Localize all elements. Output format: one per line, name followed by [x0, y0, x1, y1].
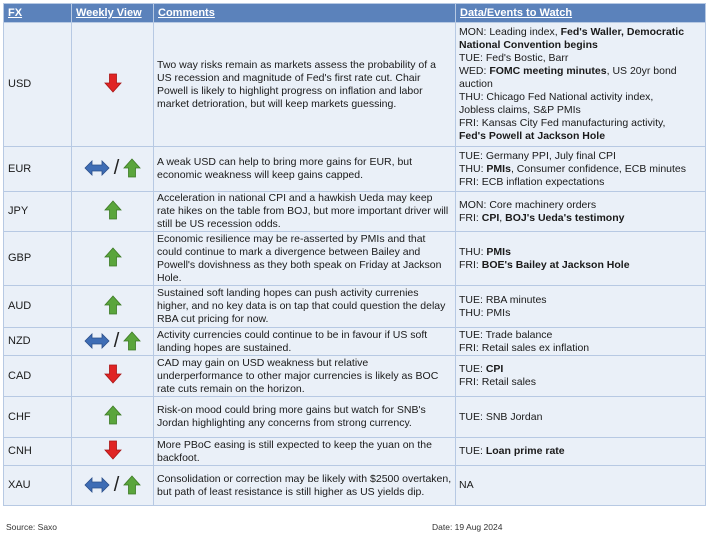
- weekly-view-cell: [72, 23, 154, 147]
- table-row-aud: [4, 286, 706, 328]
- table-row-jpy: [4, 192, 706, 232]
- table-row-xau: [4, 466, 706, 506]
- fx-weekly-table-container: [3, 3, 705, 506]
- event-line: [459, 376, 702, 389]
- event-text: Fed's Powell at Jackson Hole: [459, 130, 606, 142]
- event-text: CPI: [485, 363, 504, 375]
- event-text: THU: PMIs: [459, 306, 511, 319]
- event-line: [459, 104, 702, 117]
- events-cell: [456, 286, 706, 328]
- header-events: Data/Events to Watch: [456, 4, 706, 23]
- event-line: [459, 246, 702, 259]
- event-text: FRI: Kansas City Fed manufacturing activity,: [459, 117, 666, 129]
- arrow-sideways-up-icon: /: [84, 475, 142, 495]
- event-line: [459, 91, 702, 104]
- comment-cell: Sustained soft landing hopes can push activity currenies higher, and no key data is on tap that could question the delay RBA cut pricing for now.: [154, 286, 456, 328]
- table-row-nzd: [4, 328, 706, 356]
- event-line: [459, 259, 702, 272]
- event-text: , US 20yr bond: [606, 65, 677, 77]
- event-line: [459, 307, 702, 320]
- event-line: [459, 212, 702, 225]
- event-text: Fed's Waller, Democratic: [560, 26, 685, 38]
- event-text: National Convention begins: [459, 39, 598, 51]
- event-text: TUE: Trade balance: [459, 328, 553, 341]
- weekly-view-cell: [72, 286, 154, 328]
- weekly-view-cell: [72, 328, 154, 356]
- table-row-gbp: [4, 232, 706, 286]
- event-line: [459, 52, 702, 65]
- comment-cell: Activity currencies could continue to be in favour if US soft landing hopes are sustained.: [154, 328, 456, 356]
- event-text: THU:: [459, 162, 487, 175]
- event-line: [459, 150, 702, 163]
- header-comments: Comments: [154, 4, 456, 23]
- event-text: FRI: ECB inflation expectations: [459, 175, 605, 188]
- source-note: Source: Saxo: [6, 522, 58, 532]
- event-line: [459, 65, 702, 78]
- event-text: auction: [459, 78, 493, 90]
- event-line: [459, 479, 702, 492]
- fx-cell: XAU: [4, 466, 72, 506]
- event-text: FRI: Retail sales: [459, 376, 537, 388]
- event-line: [459, 363, 702, 376]
- weekly-view-cell: [72, 147, 154, 192]
- arrow-up-icon: [104, 295, 122, 315]
- fx-cell: NZD: [4, 328, 72, 356]
- weekly-view-cell: [72, 397, 154, 438]
- arrow-sideways-up-icon: /: [84, 158, 142, 178]
- fx-weekly-table: [3, 3, 706, 506]
- arrow-sideways-up-icon: /: [84, 331, 142, 351]
- arrow-up-icon: [104, 247, 122, 267]
- date-note: Date: 19 Aug 2024: [432, 522, 503, 532]
- table-header-row: [4, 4, 706, 23]
- event-text: Jobless claims, S&P PMIs: [459, 104, 581, 116]
- event-line: [459, 294, 702, 307]
- event-text: MON: Leading index,: [459, 26, 561, 38]
- fx-cell: JPY: [4, 192, 72, 232]
- event-line: [459, 199, 702, 212]
- comment-cell: CAD may gain on USD weakness but relative underperformance to other major currencies is likely as BOC rate cuts remain on the horizon.: [154, 356, 456, 397]
- event-line: [459, 78, 702, 91]
- event-text: THU: Chicago Fed National activity index,: [459, 91, 654, 103]
- event-text: TUE: SNB Jordan: [459, 410, 543, 423]
- arrow-down-icon: [104, 73, 122, 93]
- table-row-chf: [4, 397, 706, 438]
- fx-cell: EUR: [4, 147, 72, 192]
- events-cell: [456, 438, 706, 466]
- fx-cell: CHF: [4, 397, 72, 438]
- table-row-cad: [4, 356, 706, 397]
- event-text: TUE:: [459, 363, 486, 375]
- event-line: [459, 130, 702, 143]
- event-line: [459, 26, 702, 39]
- fx-cell: AUD: [4, 286, 72, 328]
- table-row-cnh: [4, 438, 706, 466]
- weekly-view-cell: [72, 232, 154, 286]
- comment-cell: Risk-on mood could bring more gains but watch for SNB's Jordan highlighting any concerns from strong currency.: [154, 397, 456, 438]
- event-line: [459, 117, 702, 130]
- events-cell: [456, 147, 706, 192]
- events-cell: [456, 232, 706, 286]
- fx-cell: CNH: [4, 438, 72, 466]
- event-text: TUE: Fed's Bostic, Barr: [459, 52, 569, 64]
- event-text: THU:: [459, 245, 487, 258]
- weekly-view-cell: [72, 356, 154, 397]
- event-line: [459, 445, 702, 458]
- weekly-view-cell: [72, 438, 154, 466]
- header-weekly-view: Weekly View: [72, 4, 154, 23]
- events-cell: [456, 23, 706, 147]
- fx-cell: USD: [4, 23, 72, 147]
- comment-cell: More PBoC easing is still expected to keep the yuan on the backfoot.: [154, 438, 456, 466]
- event-text: WED:: [459, 65, 490, 77]
- table-row-usd: [4, 23, 706, 147]
- event-text: NA: [459, 479, 474, 491]
- arrow-up-icon: [104, 405, 122, 425]
- event-line: [459, 329, 702, 342]
- event-text: FRI: Retail sales ex inflation: [459, 341, 590, 354]
- events-cell: [456, 466, 706, 506]
- comment-cell: Consolidation or correction may be likely with $2500 overtaken, but path of least resistance is still higher as US yields dip.: [154, 466, 456, 506]
- event-text: PMIs: [486, 245, 511, 258]
- arrow-down-icon: [104, 364, 122, 384]
- event-text: , Consumer confidence, ECB minutes: [510, 162, 687, 175]
- event-text: Loan prime rate: [485, 445, 565, 457]
- event-line: [459, 39, 702, 52]
- event-text: CPI: [481, 211, 500, 224]
- event-text: MON: Core machinery orders: [459, 198, 597, 211]
- event-text: PMIs: [486, 162, 511, 175]
- event-text: TUE:: [459, 445, 486, 457]
- events-cell: [456, 397, 706, 438]
- arrow-up-icon: [104, 200, 122, 220]
- event-line: [459, 411, 702, 424]
- event-text: TUE: RBA minutes: [459, 293, 547, 306]
- comment-cell: Economic resilience may be re-asserted by PMIs and that could continue to mark a divergence between Bailey and Powell's dovishness as they both speak on Friday at Jackson Hole.: [154, 232, 456, 286]
- comment-cell: Two way risks remain as markets assess the probability of a US recession and magnitude of Fed's first rate cut. Chair Powell is likely to highlight progress on inflation and labor market detrioration, but will keep markets guessing.: [154, 23, 456, 147]
- comment-cell: A weak USD can help to bring more gains for EUR, but economic weakness will keep gains capped.: [154, 147, 456, 192]
- event-line: [459, 176, 702, 189]
- fx-cell: GBP: [4, 232, 72, 286]
- events-cell: [456, 328, 706, 356]
- fx-cell: CAD: [4, 356, 72, 397]
- event-text: TUE: Germany PPI, July final CPI: [459, 149, 616, 162]
- weekly-view-cell: [72, 466, 154, 506]
- event-text: FRI:: [459, 211, 482, 224]
- events-cell: [456, 192, 706, 232]
- table-row-eur: [4, 147, 706, 192]
- event-line: [459, 163, 702, 176]
- event-text: FRI:: [459, 258, 482, 271]
- events-cell: [456, 356, 706, 397]
- weekly-view-cell: [72, 192, 154, 232]
- event-text: BOE's Bailey at Jackson Hole: [481, 258, 630, 271]
- event-line: [459, 342, 702, 355]
- event-text: BOJ's Ueda's testimony: [505, 211, 625, 224]
- arrow-down-icon: [104, 440, 122, 460]
- comment-cell: Acceleration in national CPI and a hawkish Ueda may keep rate hikes on the table from BOJ, but more important driver will still be US recession odds.: [154, 192, 456, 232]
- event-text: FOMC meeting minutes: [489, 65, 607, 77]
- header-fx: FX: [4, 4, 72, 23]
- event-text: ,: [499, 211, 506, 224]
